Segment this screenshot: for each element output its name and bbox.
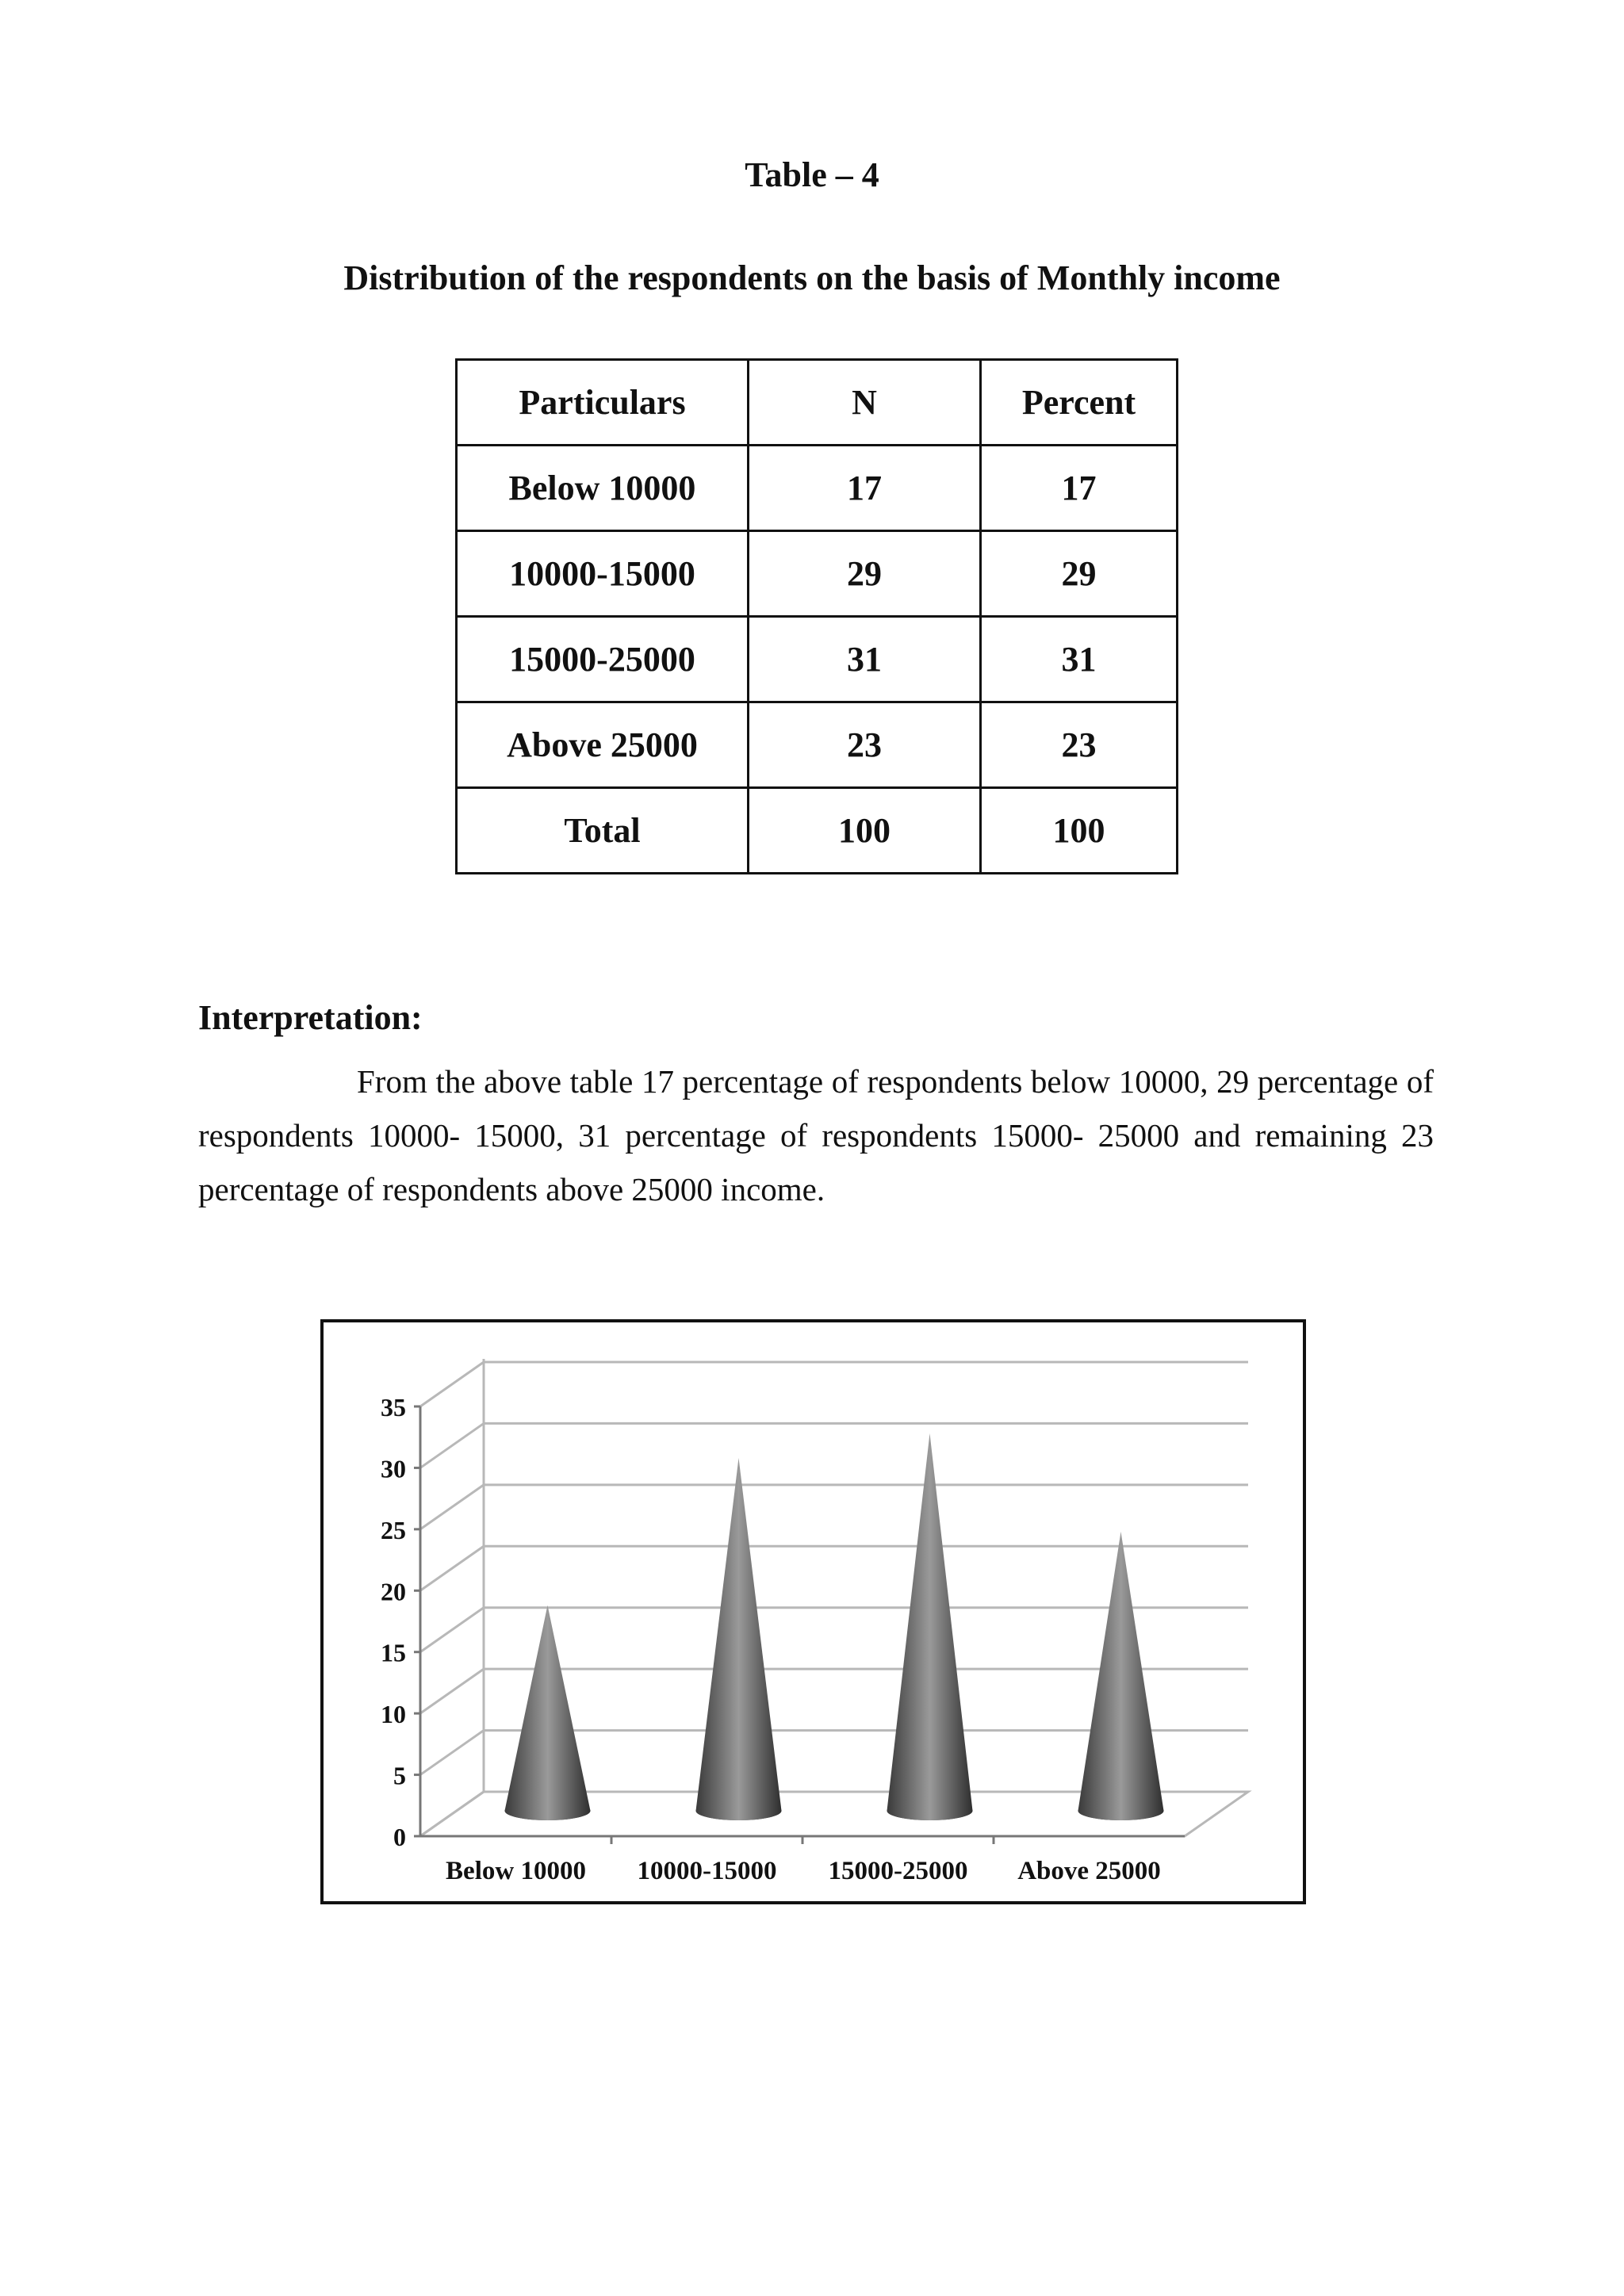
y-tick-labels [381, 1393, 406, 1851]
table-header-row [457, 360, 1178, 446]
cell-n: 100 [749, 788, 981, 874]
gridline-side [420, 1731, 484, 1775]
header-percent: Percent [981, 360, 1178, 446]
header-n: N [749, 360, 981, 446]
cell-n: 31 [749, 617, 981, 702]
x-category-label: 10000-15000 [637, 1857, 777, 1885]
cell-n: 17 [749, 446, 981, 531]
header-particulars: Particulars [457, 360, 749, 446]
cell-particulars: Total [457, 788, 749, 874]
table-row [457, 446, 1178, 531]
y-tick-label: 25 [381, 1515, 406, 1544]
table-caption: Table – 4 [745, 155, 879, 194]
y-tick-label: 20 [381, 1577, 406, 1606]
table-row [457, 531, 1178, 617]
gridline-side [420, 1546, 484, 1590]
interpretation-heading: Interpretation: [198, 998, 423, 1037]
cell-percent: 31 [981, 617, 1178, 702]
gridline-side [420, 1669, 484, 1713]
x-category-labels [446, 1857, 1161, 1885]
chart-frame [320, 1319, 1306, 1904]
cell-particulars: Above 25000 [457, 702, 749, 788]
table-row [457, 617, 1178, 702]
cone-bar [1078, 1532, 1164, 1820]
y-tick-label: 30 [381, 1454, 406, 1483]
table-title: Distribution of the respondents on the basis of Monthly income [343, 258, 1281, 297]
income-table [455, 358, 1178, 874]
cone-bar [696, 1458, 782, 1820]
gridline-side [420, 1485, 484, 1529]
table-row [457, 702, 1178, 788]
interpretation-paragraph: From the above table 17 percentage of respondents below 10000, 29 percentage of respondents 10000- 15000, 31 percentage of respondents 15000- 25000 and remaining 23 percentage of respondents above 25000 income. [198, 1063, 1434, 1207]
cell-n: 29 [749, 531, 981, 617]
y-tick-label: 15 [381, 1638, 406, 1667]
cell-particulars: 15000-25000 [457, 617, 749, 702]
table-total-row [457, 788, 1178, 874]
cone-bar [887, 1433, 973, 1820]
gridline-side [420, 1423, 484, 1468]
x-category-label: Below 10000 [446, 1857, 586, 1885]
cell-particulars: 10000-15000 [457, 531, 749, 617]
y-tick-label: 35 [381, 1393, 406, 1422]
cell-percent: 29 [981, 531, 1178, 617]
x-category-label: Above 25000 [1017, 1857, 1161, 1885]
cell-n: 23 [749, 702, 981, 788]
cone-series [505, 1433, 1164, 1820]
cell-particulars: Below 10000 [457, 446, 749, 531]
cone-bar [505, 1605, 591, 1820]
cone-chart [324, 1322, 1303, 1901]
y-tick-label: 10 [381, 1700, 406, 1729]
y-tick-label: 0 [393, 1823, 406, 1851]
cell-percent: 100 [981, 788, 1178, 874]
gridline-side [420, 1362, 484, 1406]
x-category-label: 15000-25000 [828, 1857, 968, 1885]
y-tick-label: 5 [393, 1761, 406, 1790]
gridline-side [420, 1608, 484, 1652]
cell-percent: 17 [981, 446, 1178, 531]
cell-percent: 23 [981, 702, 1178, 788]
